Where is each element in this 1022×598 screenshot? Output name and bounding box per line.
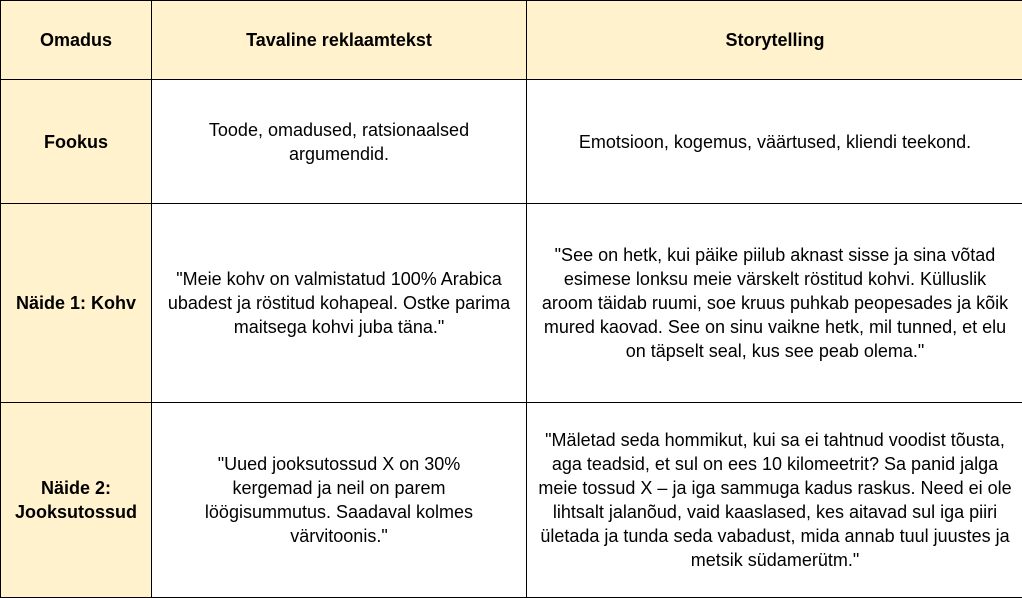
cell-storytelling-text: Emotsioon, kogemus, väärtused, kliendi teekond.	[527, 80, 1022, 204]
cell-standard-text: "Meie kohv on valmistatud 100% Arabica ubadest ja röstitud kohapeal. Ostke parima maitsega kohvi juba täna."	[152, 204, 527, 403]
cell-storytelling-text: "Mäletad seda hommikut, kui sa ei tahtnud voodist tõusta, aga teadsid, et sul on ees 10 kilomeetrit? Sa panid jalga meie tossud X – ja iga sammuga kadus raskus. Need ei ole lihtsalt jalanõud, vaid kaaslased, kes aitavad sul iga piiri ületada ja tunda seda vabadust, mida annab tuul juustes ja metsik südamerütm."	[527, 403, 1022, 598]
table-row	[1, 204, 1022, 403]
row-label-jooksutossud: Näide 2: Jooksutossud	[1, 403, 152, 598]
table-row	[1, 403, 1022, 598]
table-header-row	[1, 1, 1022, 80]
header-omadus: Omadus	[1, 1, 152, 80]
row-label-kohv: Näide 1: Kohv	[1, 204, 152, 403]
header-storytelling: Storytelling	[527, 1, 1022, 80]
cell-standard-text: Toode, omadused, ratsionaalsed argumendid.	[152, 80, 527, 204]
cell-standard-text: "Uued jooksutossud X on 30% kergemad ja neil on parem löögisummutus. Saadaval kolmes värvitoonis."	[152, 403, 527, 598]
cell-storytelling-text: "See on hetk, kui päike piilub aknast sisse ja sina võtad esimese lonksu meie värskelt röstitud kohvi. Külluslik aroom täidab ruumi, soe kruus puhkab peopesades ja kõik mured kaovad. See on sinu vaikne hetk, mil tunned, et elu on täpselt seal, kus see peab olema."	[527, 204, 1022, 403]
table-row	[1, 80, 1022, 204]
row-label-fookus: Fookus	[1, 80, 152, 204]
header-tavaline-reklaamtekst: Tavaline reklaamtekst	[152, 1, 527, 80]
